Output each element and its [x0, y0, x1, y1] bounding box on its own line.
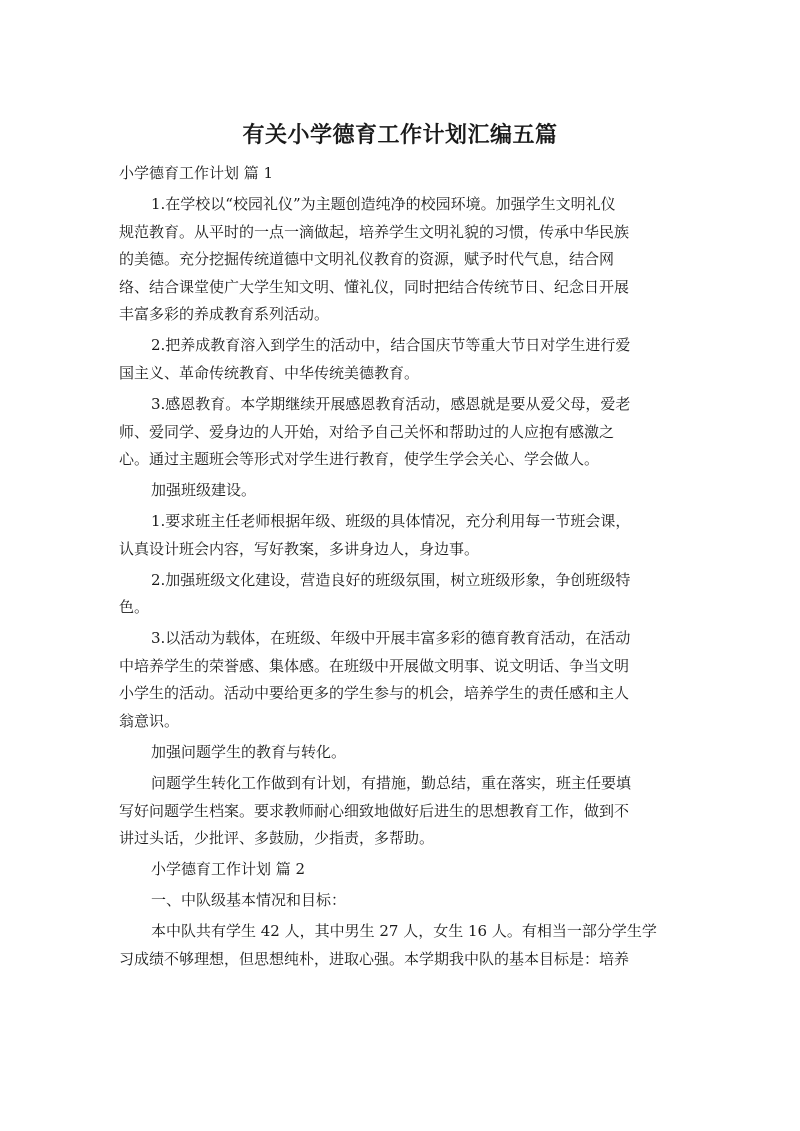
text-line: 2.加强班级文化建设，营造良好的班级氛围，树立班级形象，争创班级特	[151, 570, 631, 589]
text-line: 翁意识。	[119, 712, 180, 731]
text-line: 小学生的活动。活动中要给更多的学生参与的机会，培养学生的责任感和主人	[119, 684, 630, 703]
text-line: 加强问题学生的教育与转化。	[151, 743, 347, 761]
text-line: 3.以活动为载体，在班级、年级中开展丰富多彩的德育教育活动，在活动	[151, 629, 631, 648]
text-line: 讲过头话，少批评、多鼓励，少指责，多帮助。	[119, 829, 435, 848]
text-line: 一、中队级基本情况和目标：	[151, 891, 347, 910]
document-title: 有关小学德育工作计划汇编五篇	[242, 123, 558, 148]
text-line: 小学德育工作计划 篇 2	[151, 860, 306, 879]
text-line: 色。	[119, 598, 150, 617]
text-line: 2.把养成教育溶入到学生的活动中，结合国庆节等重大节日对学生进行爱	[151, 336, 631, 355]
text-line: 师、爱同学、爱身边的人开始，对给予自己关怀和帮助过的人应抱有感激之	[119, 422, 615, 441]
text-line: 规范教育。从平时的一点一滴做起，培养学生文明礼貌的习惯，传承中华民族	[119, 222, 630, 241]
text-line: 3.感恩教育。本学期继续开展感恩教育活动，感恩就是要从爱父母，爱老	[151, 394, 631, 413]
text-line: 的美德。充分挖掘传统道德中文明礼仪教育的资源，赋予时代气息，结合网	[119, 250, 615, 269]
text-line: 习成绩不够理想，但思想纯朴，进取心强。本学期我中队的基本目标是：培养	[119, 949, 630, 968]
text-line: 写好问题学生档案。要求教师耐心细致地做好后进生的思想教育工作，做到不	[119, 801, 630, 820]
text-line: 丰富多彩的养成教育系列活动。	[119, 305, 330, 324]
text-line: 问题学生转化工作做到有计划，有措施，勤总结，重在落实，班主任要填	[151, 773, 632, 792]
text-line: 1.在学校以“校园礼仪”为主题创造纯净的校园环境。加强学生文明礼仪	[151, 194, 616, 213]
text-line: 国主义、革命传统教育、中华传统美德教育。	[119, 363, 420, 382]
text-line: 1.要求班主任老师根据年级、班级的具体情况，充分利用每一节班会课，	[151, 512, 631, 531]
text-line: 小学德育工作计划 篇 1	[119, 164, 274, 182]
text-line: 心。通过主题班会等形式对学生进行教育，使学生学会关心、学会做人。	[119, 450, 600, 469]
text-line: 中培养学生的荣誉感、集体感。在班级中开展做文明事、说文明话、争当文明	[119, 656, 630, 675]
document-body	[119, 160, 679, 973]
text-line: 加强班级建设。	[151, 481, 257, 500]
text-line: 认真设计班会内容，写好教案，多讲身边人，身边事。	[119, 539, 480, 558]
text-line: 本中队共有学生 42 人，其中男生 27 人，女生 16 人。有相当一部分学生学	[151, 922, 657, 941]
text-line: 络、结合课堂使广大学生知文明、懂礼仪，同时把结合传统节日、纪念日开展	[119, 277, 630, 296]
